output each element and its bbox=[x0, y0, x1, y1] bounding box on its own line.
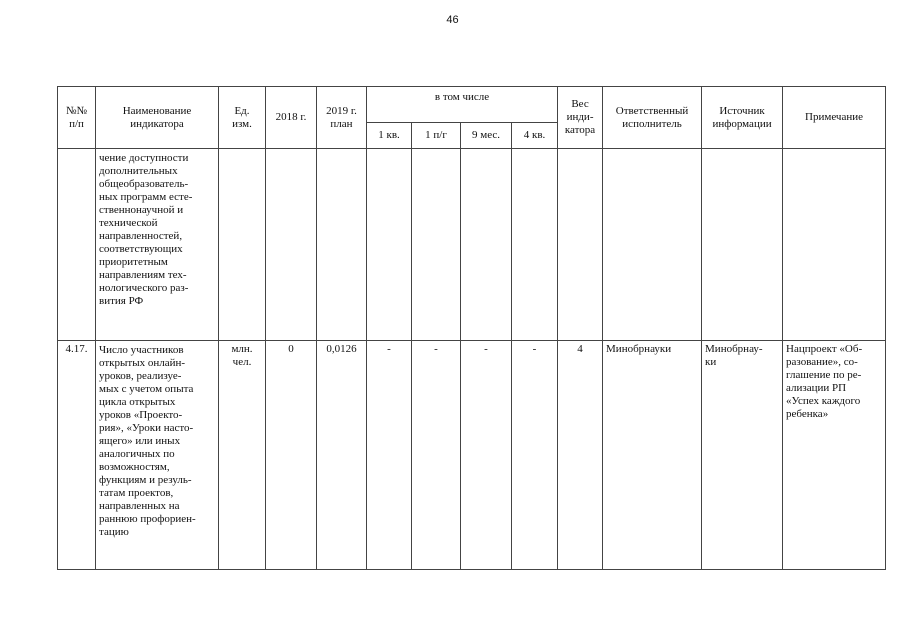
cell-q4: - bbox=[512, 341, 558, 570]
cell-2018 bbox=[266, 149, 317, 341]
table-row bbox=[58, 149, 886, 341]
cell-9-months: - bbox=[461, 341, 512, 570]
header-2018: 2018 г. bbox=[266, 87, 317, 149]
cell-source: Минобрнау- ки bbox=[702, 341, 783, 570]
page-number: 46 bbox=[446, 14, 459, 26]
header-q1: 1 кв. bbox=[367, 123, 412, 149]
cell-num bbox=[58, 149, 96, 341]
indicators-table bbox=[57, 86, 886, 570]
cell-2019: 0,0126 bbox=[317, 341, 367, 570]
cell-half-year: - bbox=[412, 341, 461, 570]
header-weight: Вес инди- катора bbox=[558, 87, 603, 149]
header-name: Наименование индикатора bbox=[96, 87, 219, 149]
cell-half-year bbox=[412, 149, 461, 341]
cell-q1: - bbox=[367, 341, 412, 570]
cell-q4 bbox=[512, 149, 558, 341]
cell-unit: млн. чел. bbox=[219, 341, 266, 570]
cell-9-months bbox=[461, 149, 512, 341]
header-q4: 4 кв. bbox=[512, 123, 558, 149]
header-responsible: Ответственный исполнитель bbox=[603, 87, 702, 149]
cell-note bbox=[783, 149, 886, 341]
cell-responsible: Минобрнауки bbox=[603, 341, 702, 570]
header-half-year: 1 п/г bbox=[412, 123, 461, 149]
cell-num: 4.17. bbox=[58, 341, 96, 570]
header-num: №№ п/п bbox=[58, 87, 96, 149]
header-9-months: 9 мес. bbox=[461, 123, 512, 149]
cell-unit bbox=[219, 149, 266, 341]
cell-2018: 0 bbox=[266, 341, 317, 570]
cell-responsible bbox=[603, 149, 702, 341]
header-unit: Ед. изм. bbox=[219, 87, 266, 149]
header-source: Источник информации bbox=[702, 87, 783, 149]
cell-weight: 4 bbox=[558, 341, 603, 570]
cell-q1 bbox=[367, 149, 412, 341]
cell-name: Число участников открытых онлайн- уроков, реализуе- мых с учетом опыта цикла открытых уроков «Проекто- рия», «Уроки насто- ящего» или иных аналогичных по возможностям, функциям и резуль- татам проектов, направленных на раннюю профориен- тацию bbox=[96, 341, 219, 570]
header-note: Примечание bbox=[783, 87, 886, 149]
header-2019-plan: 2019 г. план bbox=[317, 87, 367, 149]
cell-note: Нацпроект «Об- разование», со- глашение по ре- ализации РП «Успех каждого ребенка» bbox=[783, 341, 886, 570]
cell-source bbox=[702, 149, 783, 341]
cell-name: чение доступности дополнительных общеобразователь- ных программ есте- ственнонаучной и технической направленностей, соответствующих приоритетным направлениям тех- нологического раз- вития РФ bbox=[96, 149, 219, 341]
table-row bbox=[58, 341, 886, 570]
cell-weight bbox=[558, 149, 603, 341]
header-including: в том числе bbox=[367, 87, 558, 123]
cell-2019 bbox=[317, 149, 367, 341]
